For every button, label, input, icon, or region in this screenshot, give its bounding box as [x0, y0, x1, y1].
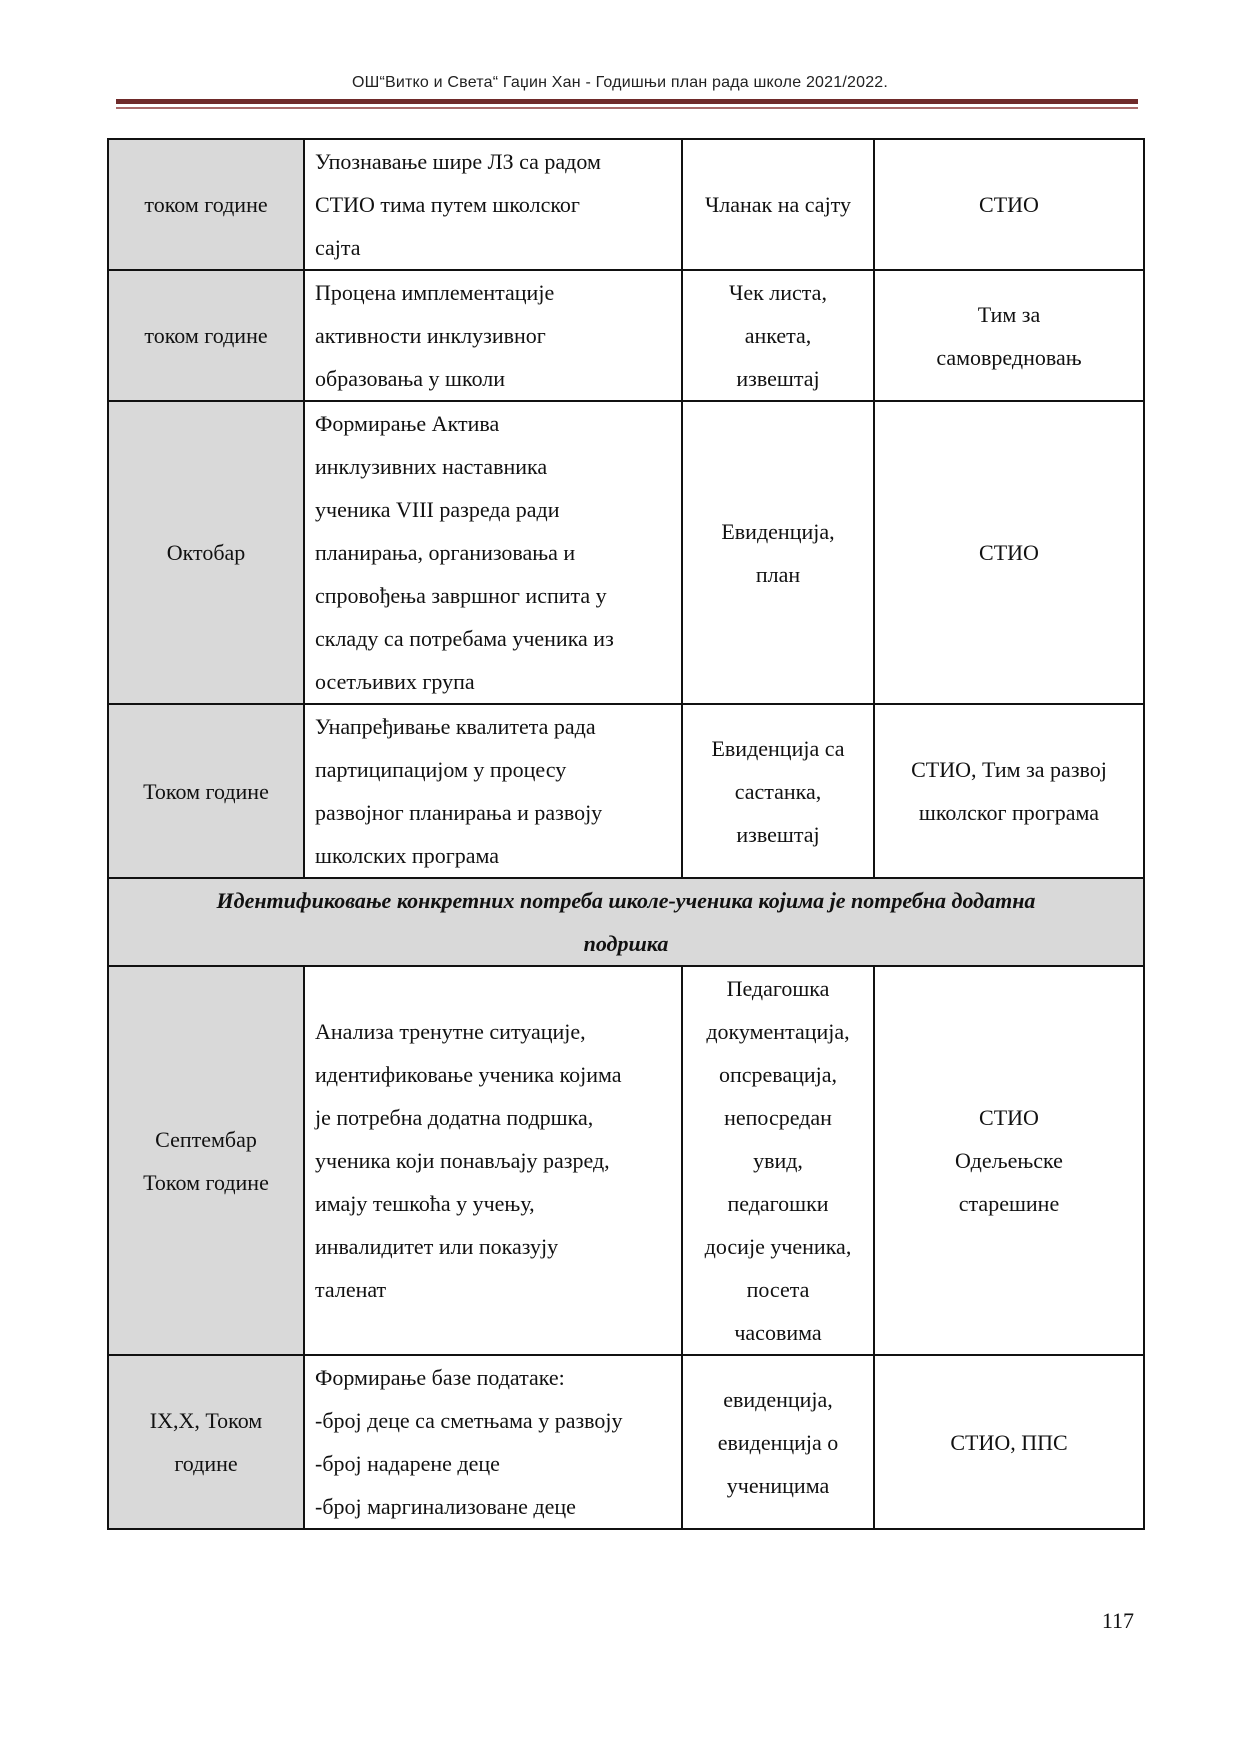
activity-line: Унапређивање квалитета рада: [315, 714, 596, 739]
activity-line: имају тешкоћа у учењу,: [315, 1191, 535, 1216]
instrument-cell: [682, 401, 874, 704]
activity-line: инвалидитет или показују: [315, 1234, 559, 1259]
responsible-cell: [874, 270, 1144, 401]
instrument-cell: [682, 270, 874, 401]
instrument-line: непосредан: [724, 1105, 832, 1130]
time-cell: [108, 401, 304, 704]
table-row: [108, 704, 1144, 878]
responsible-line: Тим за: [977, 301, 1041, 327]
time-cell: [108, 139, 304, 270]
activity-cell: [304, 270, 682, 401]
activity-line: Анализа тренутне ситуације,: [315, 1019, 586, 1044]
activity-line: спровођења завршног испита у: [315, 583, 607, 608]
time-line: током године: [144, 323, 268, 348]
instrument-line: извештај: [736, 821, 820, 847]
time-line: Септембар: [155, 1126, 257, 1152]
time-line: током године: [144, 192, 268, 217]
activity-line: инклузивних наставника: [315, 454, 548, 479]
table-row: [108, 401, 1144, 704]
time-line: Током године: [143, 778, 269, 804]
table-row: [108, 966, 1144, 1355]
activity-line: планирања, организовања и: [315, 540, 576, 565]
responsible-line: старешине: [958, 1191, 1060, 1216]
activity-cell: [304, 704, 682, 878]
time-line: године: [174, 1451, 238, 1476]
activity-line: таленат: [315, 1277, 387, 1302]
inclusion-plan-table: [107, 138, 1145, 1530]
responsible-cell: [874, 401, 1144, 704]
instrument-line: Чланак на сајту: [704, 192, 852, 217]
activity-cell: [304, 966, 682, 1355]
activity-cell: [304, 1355, 682, 1529]
time-cell: [108, 270, 304, 401]
time-cell: [108, 966, 304, 1355]
section-heading-row: [108, 878, 1144, 966]
instrument-line: опсревација,: [718, 1062, 838, 1087]
responsible-line: самовредновањ: [936, 344, 1082, 370]
activity-line: осетљивих група: [315, 669, 475, 694]
responsible-cell: [874, 1355, 1144, 1529]
activity-cell: [304, 401, 682, 704]
instrument-line: часовима: [734, 1320, 822, 1345]
activity-line: образовања у школи: [315, 366, 506, 391]
instrument-line: Педагошка: [726, 976, 830, 1001]
responsible-line: СТИО: [979, 1105, 1039, 1130]
instrument-line: евиденција о: [717, 1429, 839, 1455]
activity-line: Упознавање шире ЛЗ са радом: [315, 149, 601, 174]
instrument-line: састанка,: [734, 778, 822, 804]
header-rule-thin: [116, 107, 1138, 109]
activity-line: -број маргинализоване деце: [315, 1494, 576, 1519]
instrument-line: педагошки: [727, 1191, 829, 1216]
responsible-cell: [874, 139, 1144, 270]
instrument-cell: [682, 966, 874, 1355]
activity-line: СТИО тима путем школског: [315, 192, 580, 217]
responsible-cell: [874, 704, 1144, 878]
activity-line: -број деце са сметњама у развоју: [315, 1408, 623, 1433]
table-row: [108, 270, 1144, 401]
section-heading-line: подршка: [583, 931, 669, 956]
activity-line: је потребна додатна подршка,: [315, 1105, 594, 1130]
activity-line: активности инклузивног: [315, 323, 546, 348]
instrument-line: анкета,: [744, 323, 812, 348]
activity-line: Формирање базе податаке:: [315, 1365, 565, 1390]
instrument-line: извештај: [736, 366, 820, 391]
activity-line: Процена имплементације: [315, 280, 555, 305]
time-line: Октобар: [166, 540, 246, 565]
responsible-line: школског програма: [918, 800, 1100, 825]
activity-line: ученика који понављају разред,: [315, 1148, 610, 1173]
activity-line: ученика VIII разреда ради: [315, 497, 560, 522]
activity-line: Формирање Актива: [315, 411, 500, 436]
responsible-line: СТИО: [979, 192, 1039, 217]
responsible-line: СТИО, Тим за развој: [911, 757, 1107, 782]
instrument-line: досије ученика,: [704, 1234, 852, 1259]
section-heading-cell: [108, 878, 1144, 966]
instrument-line: евиденција,: [723, 1386, 833, 1412]
responsible-line: Одељењске: [955, 1148, 1063, 1173]
activity-line: школских програма: [315, 843, 500, 868]
instrument-cell: [682, 1355, 874, 1529]
activity-line: идентификовање ученика којима: [315, 1062, 622, 1087]
responsible-cell: [874, 966, 1144, 1355]
instrument-cell: [682, 704, 874, 878]
time-cell: [108, 704, 304, 878]
instrument-line: Евиденција са: [711, 735, 845, 761]
table-row: [108, 1355, 1144, 1529]
table-row: [108, 139, 1144, 270]
instrument-line: ученицима: [726, 1472, 830, 1498]
responsible-line: СТИО: [979, 540, 1039, 565]
instrument-cell: [682, 139, 874, 270]
instrument-line: посета: [746, 1277, 810, 1302]
header-rule-thick: [116, 99, 1138, 104]
activity-line: развојног планирања и развоју: [315, 800, 603, 825]
section-heading-line: Идентификовање конкретних потреба школе-ученика којима је потребна додатна: [216, 888, 1036, 913]
instrument-line: документација,: [706, 1019, 850, 1044]
instrument-line: Чек листа,: [729, 280, 827, 305]
activity-line: -број надарене деце: [315, 1451, 500, 1476]
activity-line: сајта: [315, 235, 361, 260]
instrument-line: увид,: [753, 1148, 803, 1173]
page-header-title: ОШ“Витко и Света“ Гаџин Хан - Годишњи план рада школе 2021/2022.: [351, 74, 889, 91]
activity-line: складу са потребама ученика из: [315, 626, 614, 651]
time-cell: [108, 1355, 304, 1529]
instrument-line: Евиденција,: [721, 518, 835, 544]
page-number: 117: [1101, 1608, 1134, 1633]
activity-line: партиципацијом у процесу: [315, 757, 567, 782]
responsible-line: СТИО, ППС: [950, 1429, 1068, 1455]
time-line: IX,X, Током: [149, 1408, 263, 1433]
instrument-line: план: [755, 561, 801, 587]
time-line: Током године: [143, 1169, 269, 1195]
activity-cell: [304, 139, 682, 270]
